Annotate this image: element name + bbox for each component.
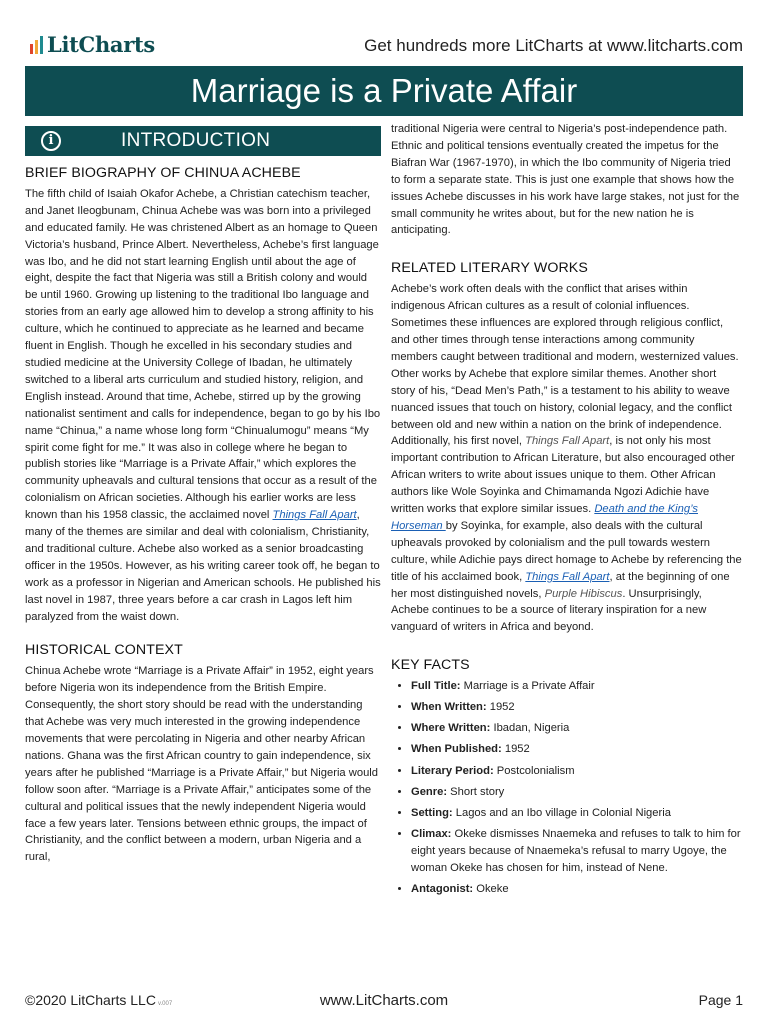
related-italic-title: Purple Hibiscus [544,587,623,600]
logo-bars-icon [30,36,43,54]
key-fact-label: Setting: [411,806,453,819]
key-fact-item [411,805,742,822]
key-fact-value: 1952 [501,743,530,756]
litcharts-logo[interactable] [30,32,155,57]
key-fact-label: Where Written: [411,722,491,735]
key-fact-item [411,741,742,758]
key-fact-value: Marriage is a Private Affair [460,680,595,693]
key-fact-value: 1952 [486,701,515,714]
key-fact-item [411,763,742,780]
key-fact-item [411,678,742,695]
historical-context-continued: traditional Nigeria were central to Nigeria’s post-independence path. Ethnic and political tensions eventually created the impetus for the Biafran War (1967-1970), in which the Ibo community of Nigeria tried to form a separate state. This is just one example that shows how the issues Achebe discusses in his work have large stakes, not just for the small community he writes about, but for the new nation he is anticipating. [391,123,740,237]
key-fact-label: When Published: [411,743,502,756]
related-text-part: . Unsurprisingly, Achebe continues to be a source of literary inspiration for a new vanguard of writers in Africa and beyond. [391,587,707,634]
key-fact-value: Lagos and an Ibo village in Colonial Nigeria [452,806,671,819]
key-facts-heading: KEY FACTS [391,657,470,674]
key-fact-item [411,784,742,801]
related-text-part: by Soyinka, for example, also deals with the cultural upheavals provoked by colonialism and the pull towards western culture, while Adichie pays direct homage to Achebe by referencing the title of his acclaimed book, [391,519,742,583]
page-title: Marriage is a Private Affair [25,66,743,116]
introduction-heading: INTRODUCTION [121,129,271,151]
related-works-text [391,281,742,636]
key-fact-label: Full Title: [411,680,461,693]
things-fall-apart-link[interactable]: Things Fall Apart [525,570,610,583]
key-fact-value: Okeke dismisses Nnaemeka and refuses to talk to him for eight years because of Nnaemeka’s refusal to marry Ugoye, the woman Okeke has chosen for him, instead of Nene. [411,827,741,874]
related-works-heading: RELATED LITERARY WORKS [391,260,588,277]
related-text-part: Achebe’s work often deals with the conflict that arises within indigenous African cultures as a result of colonial influences. Sometimes these influences are explored through religious conflict, and other times through tense interactions among community members caught between traditional and modern, westernized values. Other works by Achebe that explore similar themes. Another short story of his, “Dead Men’s Path,” is a testament to his ability to weave nuanced issues that touch on history, colonial legacy, and the conflict between old and new within a nation on the brink of independence. Additionally, his first novel, [391,283,739,448]
key-fact-value: Okeke [473,882,509,895]
key-fact-item [411,720,742,737]
left-column [25,126,381,866]
death-kings-horseman-link[interactable]: Death and the King’s Horseman [391,503,698,532]
footer [25,992,743,1012]
key-fact-item [411,699,742,716]
biography-text-part: , many of the themes are similar and deal with colonialism, Christianity, and traditional culture. Achebe also worked as a senior broadcasting officer in the 1950s. However, as his writing career took off, he began to work as a professor in Nigerian and American schools. He published his last novel in 1987, three years before a car crash in Lagos left him paralyzed from the waist down. [25,509,381,623]
key-fact-label: Literary Period: [411,764,494,777]
key-fact-label: Climax: [411,827,452,840]
biography-text [25,186,381,626]
related-italic-title: Things Fall Apart [525,435,610,448]
biography-text-part: The fifth child of Isaiah Okafor Achebe, a Christian catechism teacher, and Janet Ileogbunam, Chinua Achebe was was born into a privileged and educated family. He was christened Albert as an homage to Queen Victoria’s husband, Prince Albert. Nevertheless, Achebe’s first language was Ibo, and he did not start learning English until about the age of eight, despite the fact that Nigeria was still a British colony and would be until 1960. Growing up listening to the traditional Ibo language and stories from an early age allowed him to develop a strong affinity to his culture, which he continued to appreciate as he learned and became fluent in English. Though he excelled in his secondary studies and studied medicine at the University College of Ibadan, he ultimately switched to a liberal arts curriculum and studied history, religion, and English instead. Around that time, Achebe, stirred up by the growing nationalist sentiment and calls for independence, began to go by his Ibo name “Chinua,” a name whose long form “Chinualumogu” means “My spirit come fight for me.” It was also in college where he began to publish stories like “Marriage is a Private Affair,” which explores the community upheavals and cultural tensions that occur as a result of the colonialism on African societies. Although his earlier works are less known than his 1958 classic, the acclaimed novel [25,187,381,522]
related-text-part: , is not only his most important contribution to African Literature, but also encouraged other African writers to write about issues unique to them. Other African authors like Wole Soyinka and Chimamanda Ngozi Adichie have written works that explore similar issues. [391,435,735,516]
key-fact-label: When Written: [411,701,487,714]
site-link[interactable]: www.LitCharts.com [319,992,449,1009]
historical-context-text: Chinua Achebe wrote “Marriage is a Private Affair” in 1952, eight years before Nigeria won its independence from the British Empire. Consequently, the short story should be read with the understanding that Achebe was very much interested in the growing independence movements that were percolating in Nigeria and other nearby African nations. Ghana was the first African country to gain independence, six years after he published “Marriage is a Private Affair,” but Nigeria would follow soon after. “Marriage is a Private Affair,” anticipates some of the cultural and political issues that the newly independent Nigeria would face a few years later. Tensions between ethnic groups, the impact of Christianity, and the conflict between a modern, urban Nigeria and a rural, [25,665,378,864]
things-fall-apart-link[interactable]: Things Fall Apart [272,509,357,522]
key-fact-label: Genre: [411,785,448,798]
promo-text: Get hundreds more LitCharts at www.litcharts.com [364,36,743,55]
key-fact-value: Short story [447,785,505,798]
page-number: Page 1 [698,992,743,1008]
logo-text: LitCharts [47,32,155,57]
key-facts-list [391,678,742,897]
related-text-part: , at the beginning of one her most distinguished novels, [391,570,730,600]
header [0,0,768,62]
version-text: v.007 [157,1001,173,1007]
key-fact-value: Postcolonialism [493,764,575,777]
key-fact-item [411,881,742,898]
biography-heading: BRIEF BIOGRAPHY OF CHINUA ACHEBE [25,165,301,181]
historical-context-heading: HISTORICAL CONTEXT [25,642,183,659]
key-fact-value: Ibadan, Nigeria [490,722,570,735]
key-fact-item [411,826,742,877]
copyright-text: ©2020 LitCharts LLC [25,992,156,1008]
key-fact-label: Antagonist: [411,882,474,895]
introduction-bar [25,126,381,156]
right-column [391,121,742,902]
info-icon: i [41,131,61,151]
